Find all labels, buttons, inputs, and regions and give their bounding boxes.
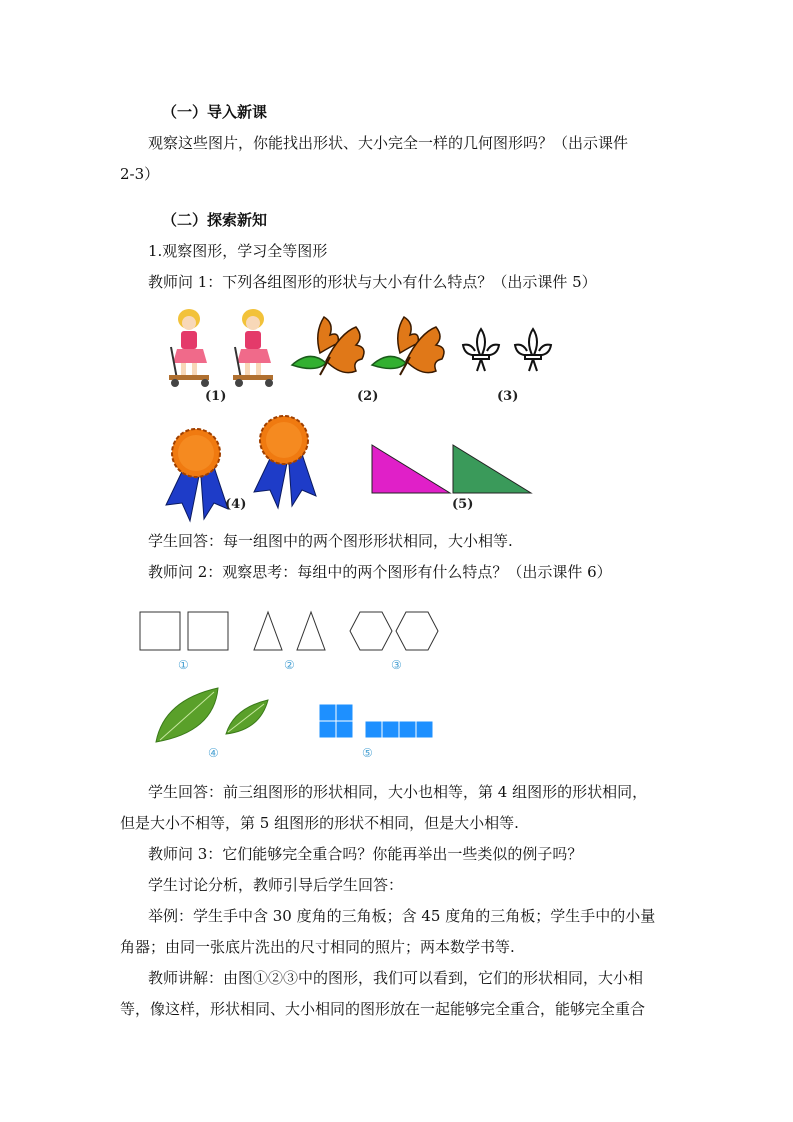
student-answer-2-line2: 但是大小不相等，第 5 组图形的形状不相同，但是大小相等. [120,814,519,832]
oak-leaf-icon [292,317,444,375]
square-shape [140,612,180,650]
green-leaf-icon [156,688,268,742]
figure-group-2 [130,600,460,770]
figure-caption-5: (5) [452,497,474,512]
girl-scooter-icon [169,309,273,387]
teacher-question-3: 教师问 3：它们能够完全重合吗？你能再举出一些类似的例子吗？ [148,845,583,863]
examples-line1: 举例：学生手中含 30 度角的三角板；含 45 度角的三角板；学生手中的小量 [148,907,656,925]
green-triangle [453,445,531,493]
student-answer-2-line1: 学生回答：前三组图形的形状相同，大小也相等，第 4 组图形的形状相同， [148,783,648,801]
discussion-text: 学生讨论分析，教师引导后学生回答： [148,876,404,894]
teacher-question-2: 教师问 2：观察思考：每组中的两个图形有什么特点？（出示课件 6） [148,563,612,581]
explanation-line2: 等，像这样，形状相同、大小相同的图形放在一起能够完全重合，能够完全重合 [120,1000,646,1018]
triangle-outline [297,612,325,650]
section-heading-explore: （二）探索新知 [162,211,268,229]
blue-squares-row [365,721,433,738]
examples-line2: 角器；由同一张底片洗出的尺寸相同的照片；两本数学书等. [120,938,515,956]
square-shape [188,612,228,650]
figure-group-1 [155,305,575,530]
triangle-outline [254,612,282,650]
shape-caption-3: ③ [391,658,402,672]
figure-caption-3: (3) [497,389,519,404]
section-heading-intro: （一）导入新课 [162,103,268,121]
fleur-de-lis-icon [463,329,551,371]
figure-caption-1: (1) [205,389,227,404]
subheading-observe: 1.观察图形，学习全等图形 [148,242,328,260]
intro-text-line1: 观察这些图片，你能找出形状、大小完全一样的几何图形吗？（出示课件 [148,134,629,152]
figure-caption-4: (4) [225,497,247,512]
shape-caption-5: ⑤ [362,746,373,760]
hexagon-outline [350,612,392,650]
hexagon-outline [396,612,438,650]
teacher-question-1: 教师问 1：下列各组图形的形状与大小有什么特点？（出示课件 5） [148,273,597,291]
student-answer-1: 学生回答：每一组图中的两个图形形状相同，大小相等. [148,532,513,550]
intro-text-line2: 2-3） [120,165,160,183]
figure-caption-2: (2) [357,389,379,404]
blue-squares-2x2 [319,704,353,738]
shape-caption-4: ④ [208,746,219,760]
shape-caption-1: ① [178,658,189,672]
shape-caption-2: ② [284,658,295,672]
pink-triangle [372,445,450,493]
explanation-line1: 教师讲解：由图①②③中的图形，我们可以看到，它们的形状相同，大小相 [148,969,644,987]
